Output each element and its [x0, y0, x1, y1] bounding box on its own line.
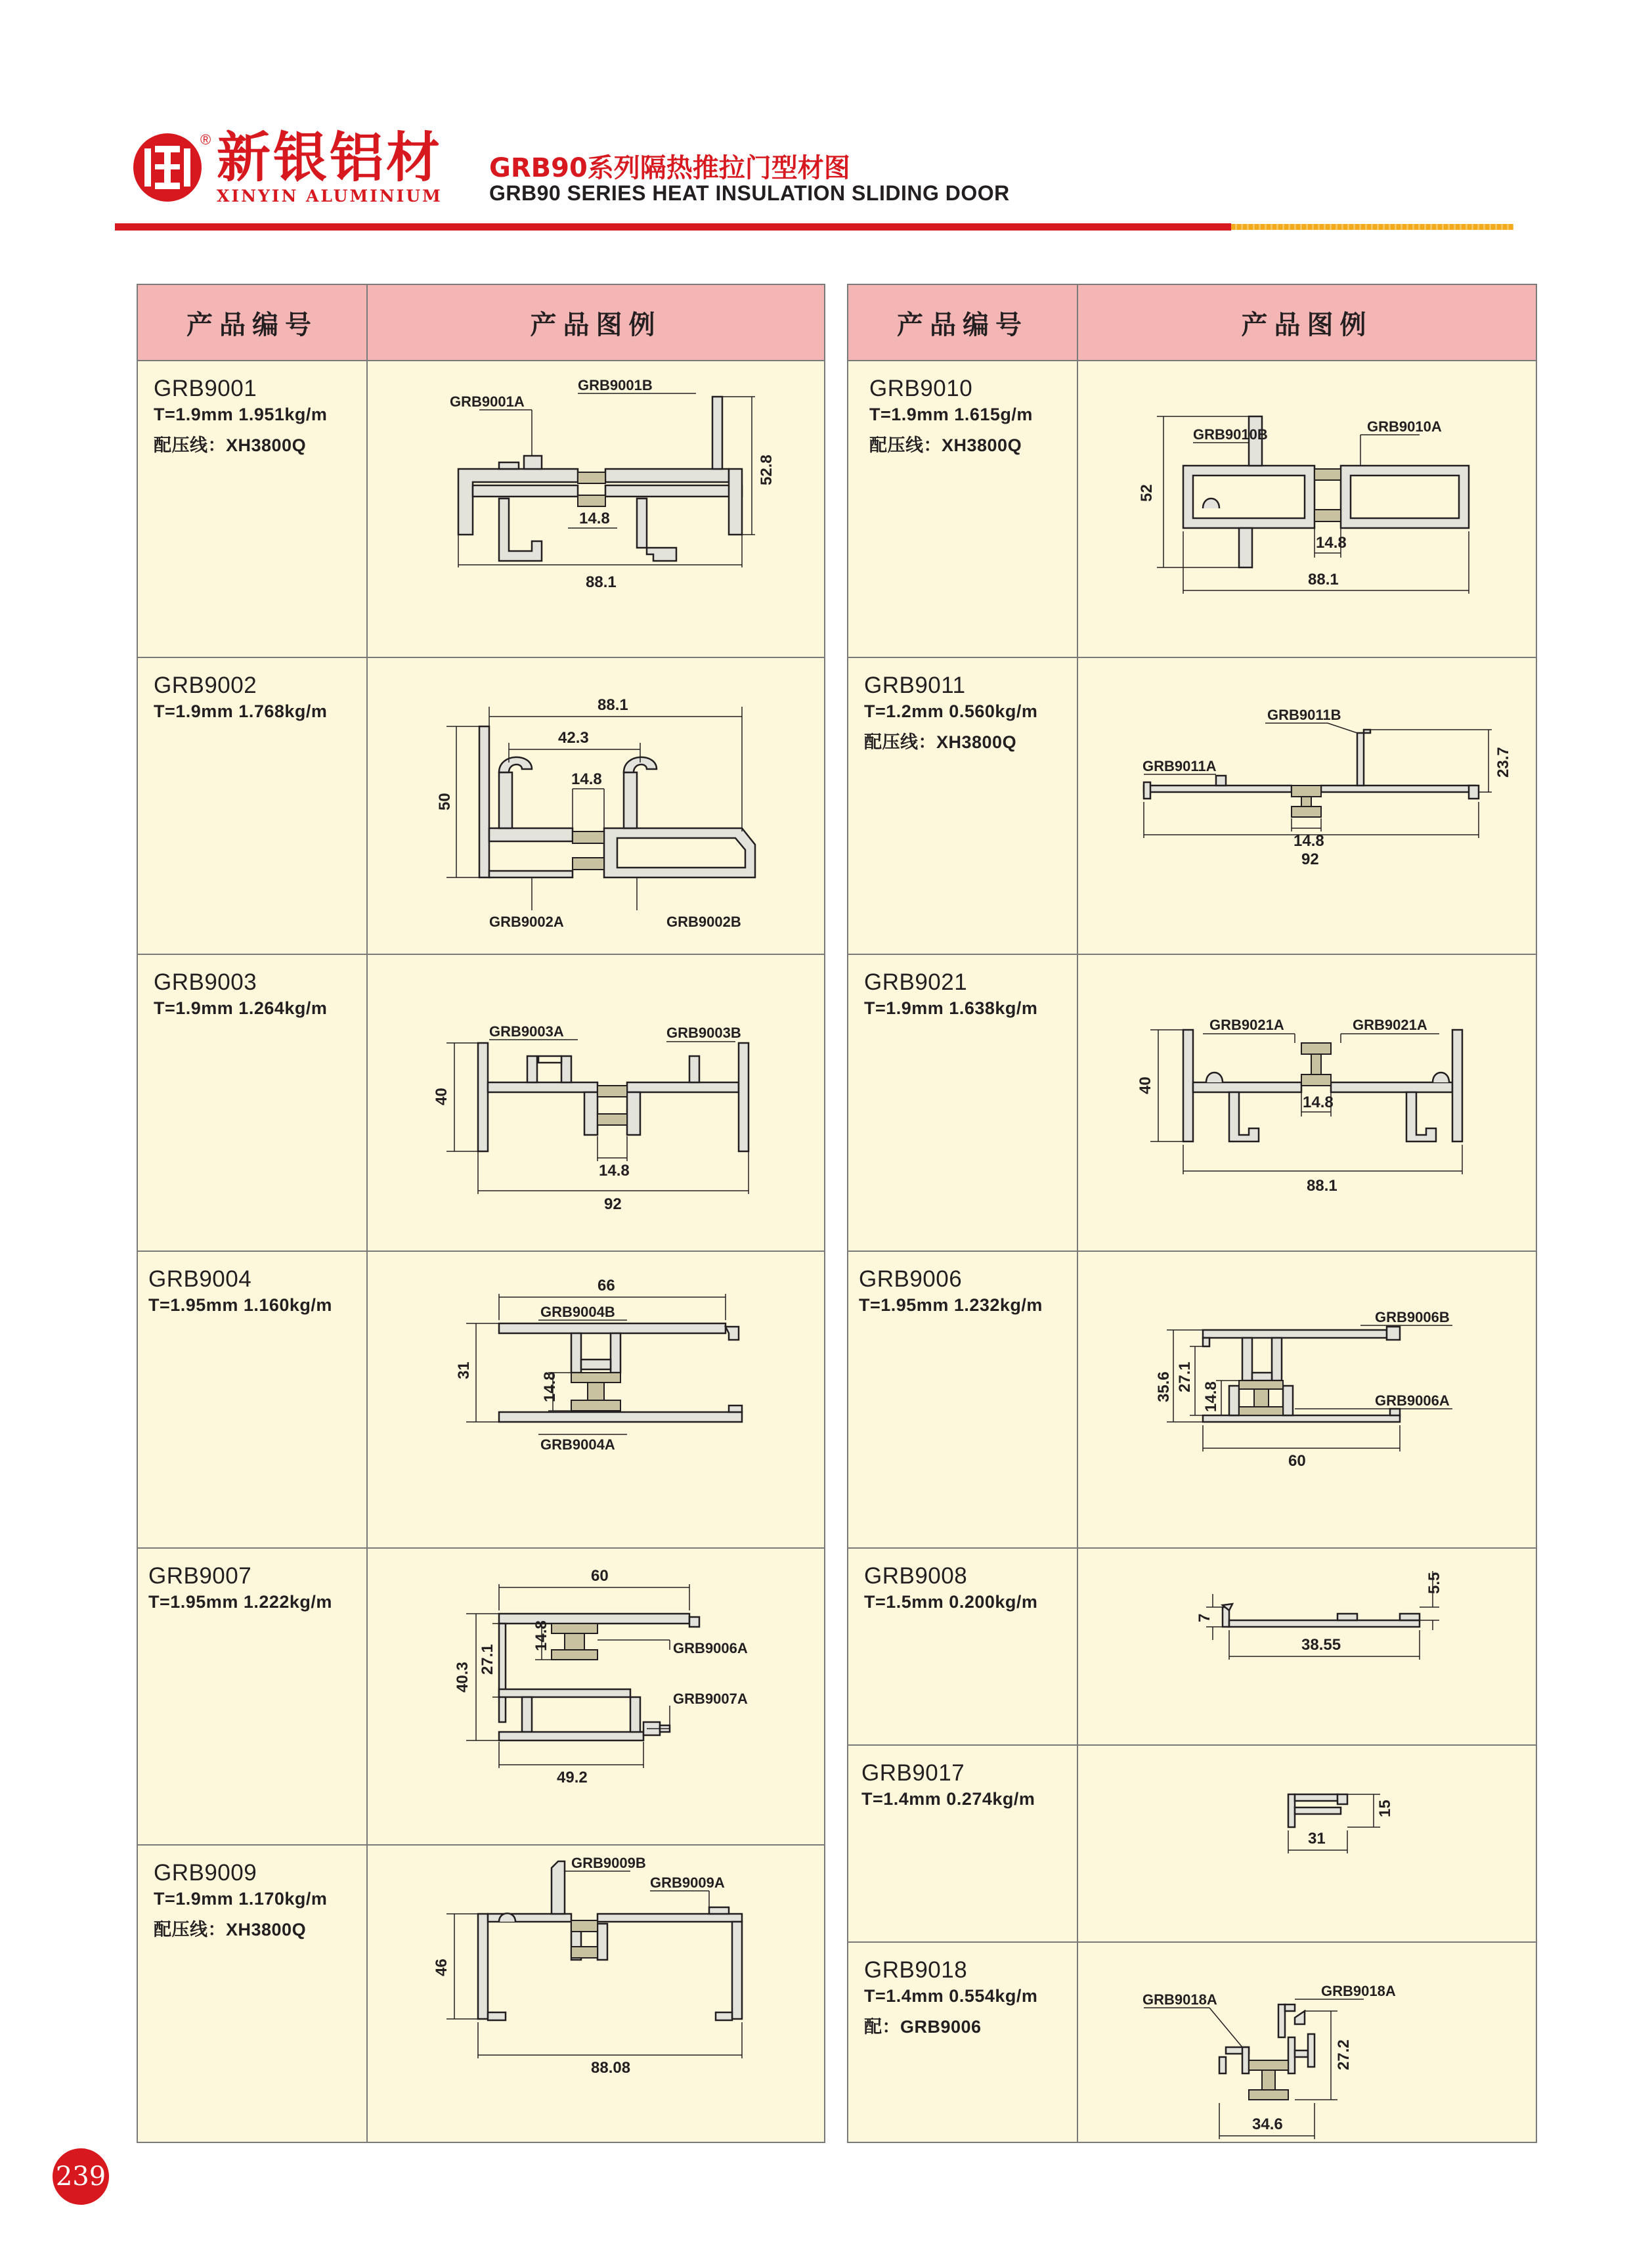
- profile-drawing: [1111, 1261, 1518, 1543]
- dimension-label: 40: [1137, 1076, 1154, 1094]
- product-spec: T=1.4mm 0.554kg/m: [864, 1986, 1038, 2006]
- part-label: GRB9003B: [666, 1025, 741, 1041]
- dimension-label: 14.8: [579, 510, 610, 527]
- dimension-label: 5.5: [1425, 1572, 1443, 1594]
- column-header-figure: 产品图例: [368, 285, 824, 361]
- product-spec: T=1.2mm 0.560kg/m: [864, 701, 1038, 721]
- dimension-label: 42.3: [558, 729, 589, 747]
- dimension-label: 27.1: [1176, 1361, 1194, 1392]
- part-label: GRB9006B: [1375, 1309, 1450, 1325]
- product-note: 配压线：XH3800Q: [154, 1920, 307, 1939]
- row-divider: [848, 657, 1536, 658]
- part-label: GRB9001B: [578, 377, 653, 393]
- dimension-label: 92: [604, 1195, 622, 1213]
- column-divider: [366, 285, 368, 2142]
- product-code: GRB9002: [154, 673, 257, 698]
- part-label: GRB9009A: [650, 1874, 725, 1891]
- dimension-label: 40: [433, 1088, 450, 1105]
- dimension-label: 27.2: [1335, 2039, 1353, 2070]
- profile-drawing: [1111, 1558, 1518, 1742]
- brand-name-en: XINYIN ALUMINIUM: [217, 187, 443, 206]
- product-spec: T=1.9mm 1.170kg/m: [154, 1889, 328, 1909]
- dimension-label: 7: [1196, 1613, 1213, 1622]
- dimension-label: 14.8: [1316, 534, 1347, 552]
- profile-drawing: [1111, 667, 1518, 950]
- product-spec: T=1.9mm 1.768kg/m: [154, 701, 328, 721]
- part-label: GRB9010B: [1193, 426, 1268, 443]
- profile-drawing: [401, 1558, 808, 1840]
- part-label: GRB9021A: [1353, 1017, 1427, 1033]
- dimension-label: 14.8: [599, 1162, 630, 1180]
- page-title-cn: GRB90系列隔热推拉门型材图: [489, 153, 850, 183]
- part-label: GRB9001A: [450, 393, 525, 410]
- part-label: GRB9021A: [1209, 1017, 1284, 1033]
- dimension-label: 14.8: [533, 1620, 550, 1651]
- row-divider: [138, 954, 824, 955]
- column-header-code: 产品编号: [138, 285, 368, 361]
- product-code: GRB9006: [859, 1266, 963, 1292]
- product-code: GRB9017: [861, 1760, 965, 1786]
- registered-mark: ®: [200, 131, 211, 148]
- product-spec: T=1.95mm 1.160kg/m: [148, 1295, 332, 1315]
- dimension-label: 50: [436, 793, 454, 810]
- dimension-label: 31: [1308, 1830, 1326, 1848]
- product-code: GRB9003: [154, 969, 257, 995]
- product-note: 配：GRB9006: [864, 2017, 982, 2037]
- dimension-label: 14.8: [571, 770, 602, 788]
- row-divider: [138, 1251, 824, 1252]
- dimension-label: 60: [591, 1567, 609, 1585]
- brand-logo-icon: [131, 131, 204, 204]
- column-divider: [1077, 285, 1078, 2142]
- dimension-label: 14.8: [1202, 1381, 1220, 1412]
- profile-drawing: [1111, 1755, 1518, 1939]
- header-rule-accent: [1231, 224, 1513, 230]
- product-code: GRB9007: [148, 1563, 252, 1589]
- product-spec: T=1.4mm 0.274kg/m: [861, 1789, 1035, 1809]
- dimension-label: 14.8: [1293, 832, 1324, 850]
- dimension-label: 52: [1138, 484, 1156, 502]
- row-divider: [848, 1251, 1536, 1252]
- product-spec: T=1.9mm 1.264kg/m: [154, 998, 328, 1018]
- part-label: GRB9002A: [489, 914, 564, 930]
- product-code: GRB9010: [869, 376, 973, 401]
- dimension-label: 88.1: [1308, 571, 1339, 588]
- part-label: GRB9011A: [1142, 758, 1217, 774]
- profile-drawing: [1111, 1952, 1518, 2149]
- product-table-right: [847, 284, 1537, 2143]
- row-divider: [138, 1547, 824, 1549]
- part-label: GRB9006A: [1375, 1392, 1450, 1409]
- dimension-label: 52.8: [758, 454, 775, 485]
- product-spec: T=1.9mm 1.638kg/m: [864, 998, 1038, 1018]
- profile-drawing: [401, 370, 808, 646]
- profile-drawing: [401, 964, 808, 1247]
- dimension-label: 88.08: [591, 2059, 631, 2077]
- row-divider: [848, 1547, 1536, 1549]
- header-rule: [115, 223, 1231, 231]
- row-divider: [848, 1941, 1536, 1943]
- part-label: GRB9002B: [666, 914, 741, 930]
- column-header-figure: 产品图例: [1078, 285, 1536, 361]
- product-code: GRB9021: [864, 969, 968, 995]
- dimension-label: 46: [433, 1959, 450, 1976]
- dimension-label: 92: [1301, 851, 1319, 868]
- dimension-label: 23.7: [1494, 747, 1512, 778]
- dimension-label: 38.55: [1301, 1636, 1341, 1654]
- dimension-label: 31: [455, 1361, 473, 1379]
- product-code: GRB9011: [864, 673, 966, 698]
- profile-drawing: [401, 1855, 808, 2137]
- dimension-label: 88.1: [598, 696, 628, 714]
- row-divider: [138, 1844, 824, 1846]
- dimension-label: 66: [598, 1277, 615, 1295]
- product-code: GRB9009: [154, 1860, 257, 1886]
- dimension-label: 15: [1376, 1800, 1394, 1817]
- part-label: GRB9007A: [673, 1691, 748, 1707]
- row-divider: [848, 1744, 1536, 1746]
- part-label: GRB9004B: [540, 1304, 615, 1320]
- dimension-label: 40.3: [454, 1662, 471, 1693]
- product-code: GRB9001: [154, 376, 257, 401]
- page-number: 239: [53, 2148, 109, 2205]
- product-spec: T=1.95mm 1.222kg/m: [148, 1592, 332, 1612]
- dimension-label: 35.6: [1155, 1371, 1173, 1402]
- dimension-label: 88.1: [586, 573, 617, 591]
- dimension-label: 14.8: [1303, 1094, 1334, 1111]
- part-label: GRB9004A: [540, 1436, 615, 1453]
- profile-drawing: [1111, 370, 1518, 646]
- product-spec: T=1.5mm 0.200kg/m: [864, 1592, 1038, 1612]
- product-note: 配压线：XH3800Q: [869, 435, 1022, 455]
- product-code: GRB9018: [864, 1957, 968, 1983]
- page-title-en: GRB90 SERIES HEAT INSULATION SLIDING DOOR: [489, 181, 1010, 205]
- product-code: GRB9004: [148, 1266, 252, 1292]
- dimension-label: 27.1: [479, 1644, 496, 1675]
- column-header-code: 产品编号: [848, 285, 1078, 361]
- dimension-label: 88.1: [1307, 1177, 1337, 1195]
- product-spec: T=1.9mm 1.951kg/m: [154, 405, 328, 424]
- dimension-label: 34.6: [1252, 2115, 1283, 2133]
- part-label: GRB9009B: [571, 1855, 646, 1871]
- product-note: 配压线：XH3800Q: [864, 732, 1017, 752]
- profile-drawing: [401, 667, 808, 950]
- product-note: 配压线：XH3800Q: [154, 435, 307, 455]
- product-spec: T=1.9mm 1.615g/m: [869, 405, 1033, 424]
- part-label: GRB9006A: [673, 1640, 748, 1656]
- product-table-left: [137, 284, 825, 2143]
- dimension-label: 14.8: [541, 1371, 559, 1402]
- row-divider: [848, 954, 1536, 955]
- product-code: GRB9008: [864, 1563, 968, 1589]
- dimension-label: 49.2: [557, 1769, 588, 1786]
- part-label: GRB9018A: [1321, 1983, 1396, 1999]
- dimension-label: 60: [1288, 1452, 1306, 1470]
- part-label: GRB9010A: [1367, 418, 1442, 435]
- part-label: GRB9003A: [489, 1023, 564, 1040]
- row-divider: [138, 657, 824, 658]
- profile-drawing: [1111, 964, 1518, 1247]
- profile-drawing: [401, 1261, 808, 1543]
- part-label: GRB9011B: [1267, 707, 1341, 723]
- product-spec: T=1.95mm 1.232kg/m: [859, 1295, 1043, 1315]
- part-label: GRB9018A: [1142, 1991, 1217, 2008]
- brand-name-cn: 新银铝材: [217, 127, 443, 189]
